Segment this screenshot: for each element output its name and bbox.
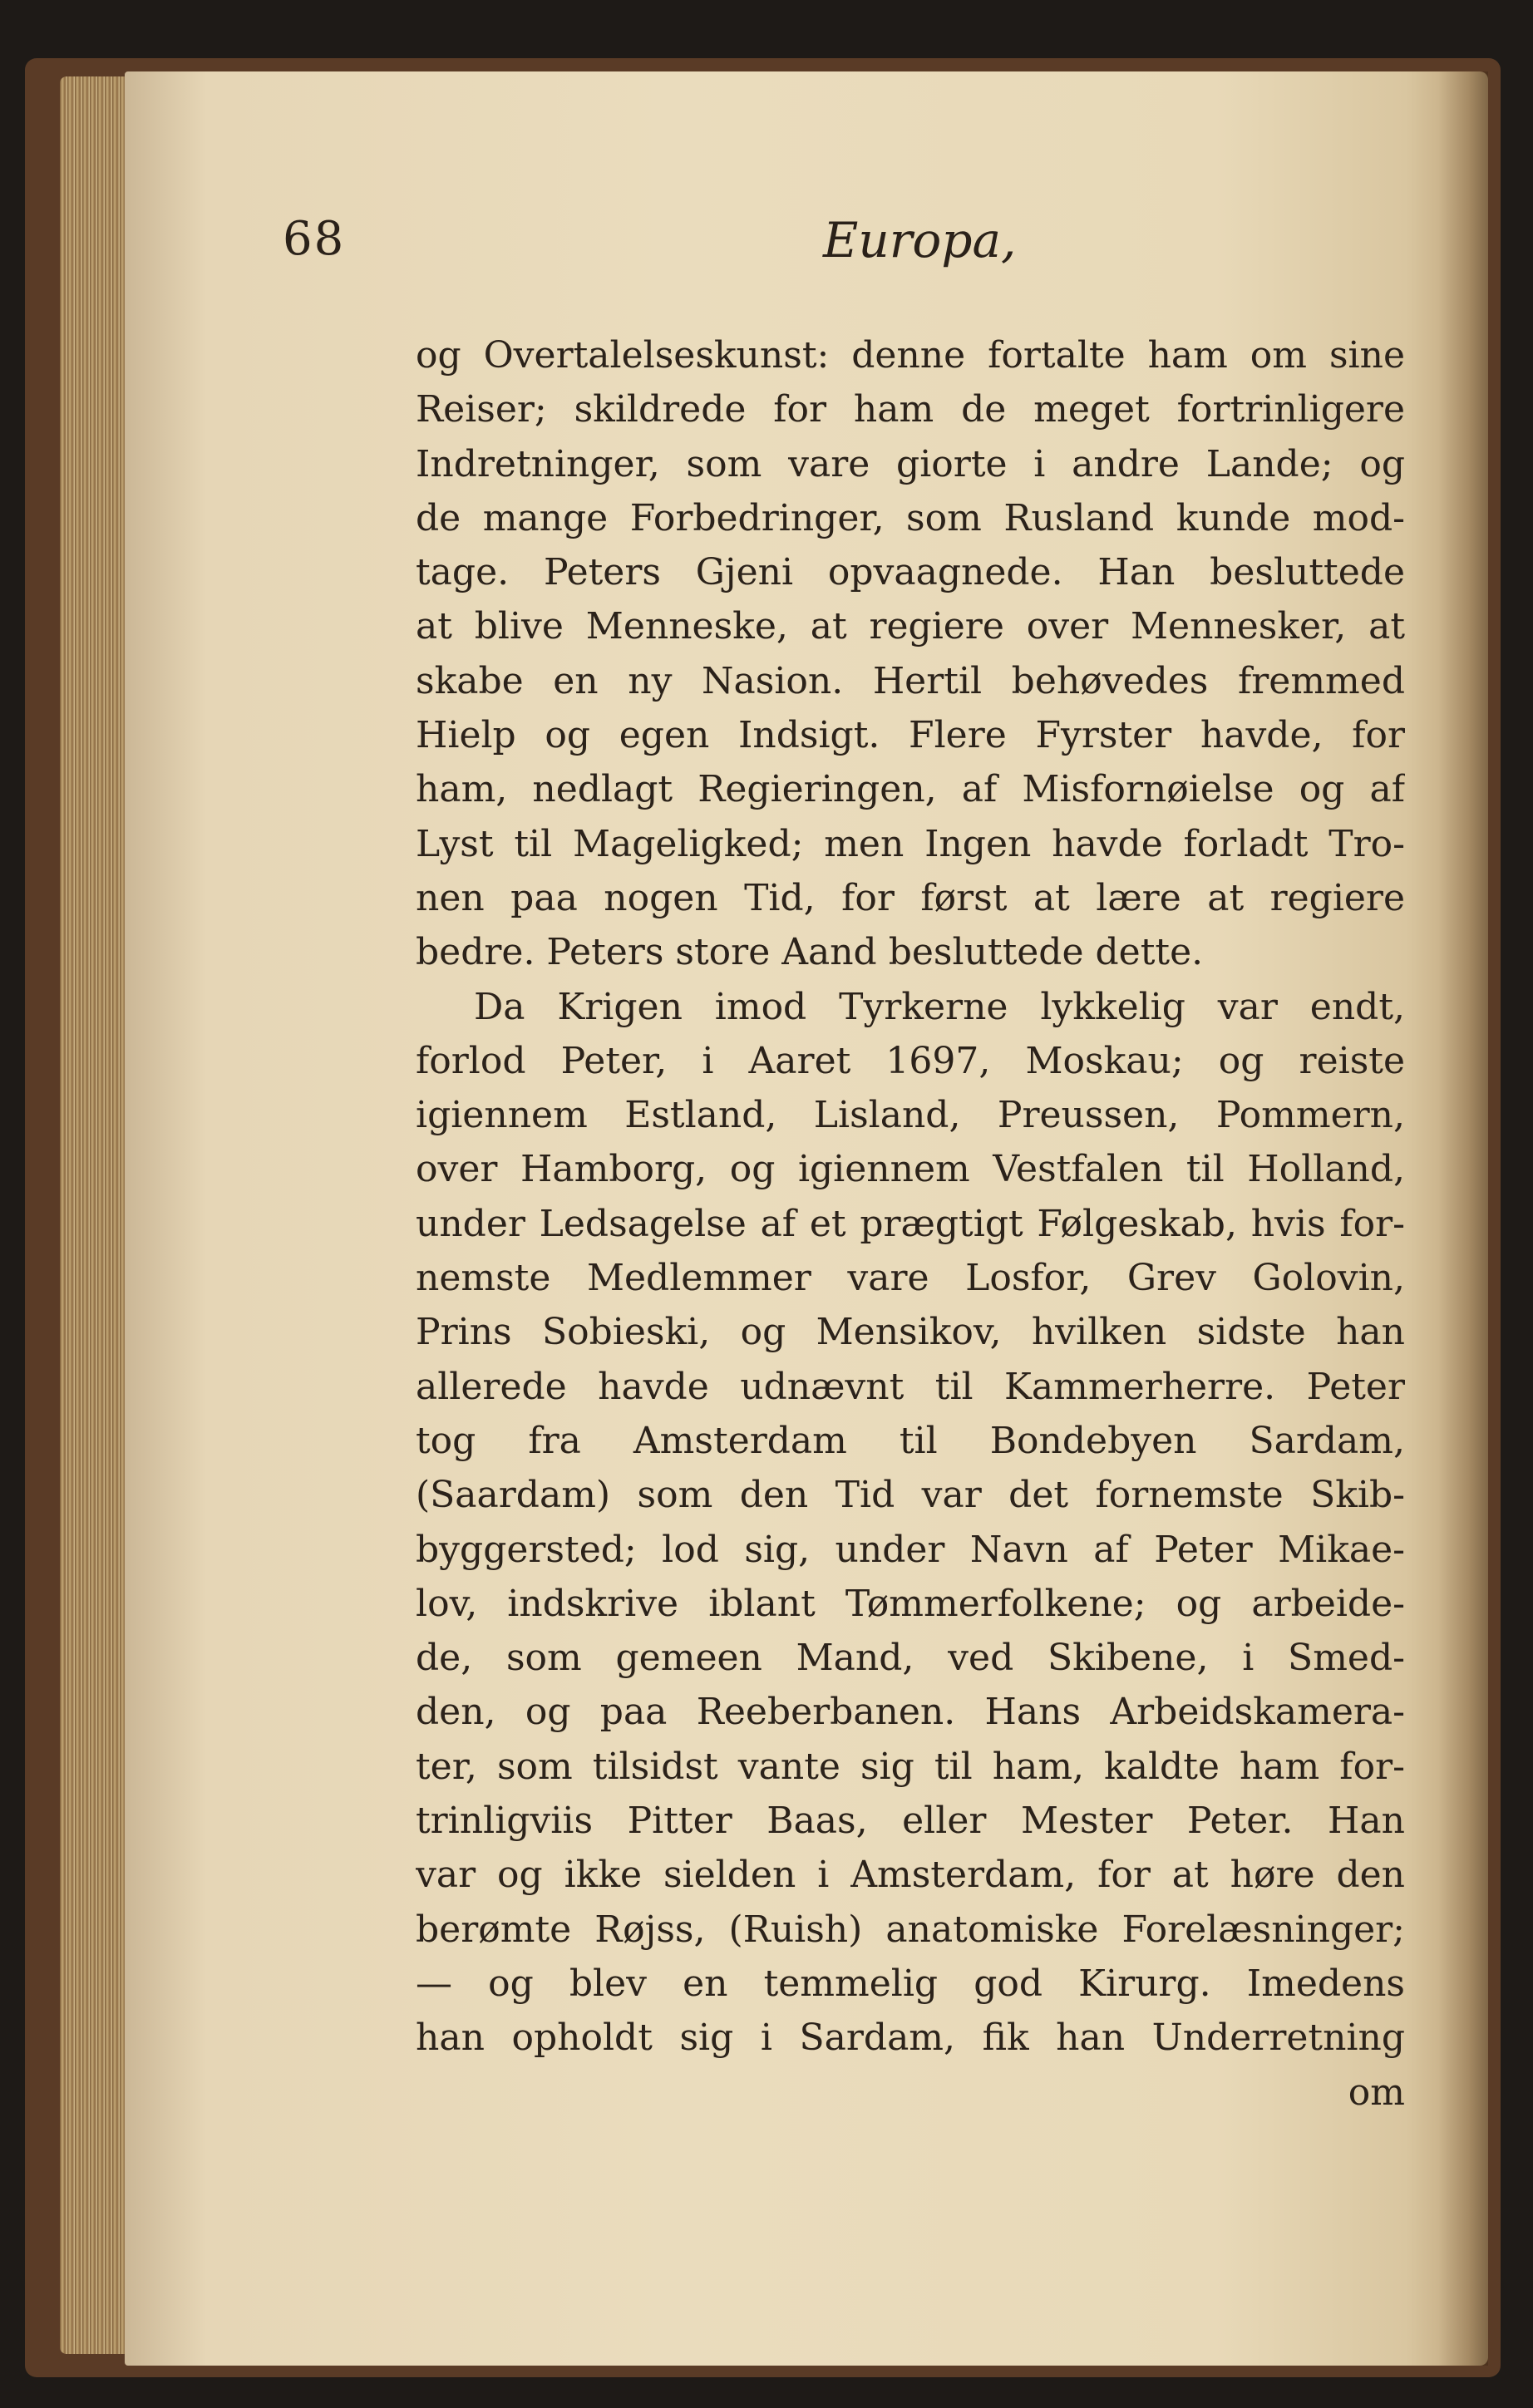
- text-line: han opholdt sig i Sardam, fik han Underretning: [416, 2017, 1405, 2060]
- gutter-fold: [1438, 71, 1488, 2366]
- text-line: de mange Forbedringer, som Rusland kunde mod-: [416, 496, 1405, 539]
- text-line: tog fra Amsterdam til Bondebyen Sardam,: [416, 1419, 1405, 1462]
- text-line: tage. Peters Gjeni opvaagnede. Han besluttede: [416, 551, 1405, 594]
- text-line: Lyst til Mageligked; men Ingen havde forladt Tro-: [416, 822, 1405, 865]
- body-text: [416, 328, 1405, 2120]
- catchword: om: [1348, 2071, 1405, 2114]
- page-number: 68: [283, 212, 346, 266]
- text-line: Reiser; skildrede for ham de meget fortrinligere: [416, 388, 1405, 431]
- text-line: Indretninger, som vare giorte i andre Lande; og: [416, 442, 1405, 485]
- text-line: og Overtalelseskunst: denne fortalte ham om sine: [416, 334, 1405, 377]
- running-head: Europa,: [823, 212, 1017, 268]
- text-line: nen paa nogen Tid, for først at lære at regiere: [416, 876, 1405, 919]
- text-line: skabe en ny Nasion. Hertil behøvedes fremmed: [416, 659, 1405, 702]
- text-line: igiennem Estland, Lisland, Preussen, Pommern,: [416, 1094, 1405, 1137]
- page-edges: [60, 76, 133, 2354]
- text-line: ter, som tilsidst vante sig til ham, kaldte ham for-: [416, 1745, 1405, 1788]
- text-line: var og ikke sielden i Amsterdam, for at høre den: [416, 1854, 1405, 1897]
- text-line: trinligviis Pitter Baas, eller Mester Peter. Han: [416, 1800, 1405, 1843]
- text-line: berømte Røjss, (Ruish) anatomiske Forelæsninger;: [416, 1908, 1405, 1951]
- text-line: at blive Menneske, at regiere over Mennesker, at: [416, 605, 1405, 648]
- text-line: ham, nedlagt Regieringen, af Misfornøielse og af: [416, 768, 1405, 811]
- text-line: allerede havde udnævnt til Kammerherre. Peter: [416, 1365, 1405, 1408]
- text-line: byggersted; lod sig, under Navn af Peter Mikae-: [416, 1528, 1405, 1571]
- text-line: Hielp og egen Indsigt. Flere Fyrster havde, for: [416, 714, 1405, 757]
- text-line: den, og paa Reeberbanen. Hans Arbeidskamera-: [416, 1691, 1405, 1734]
- text-line: — og blev en temmelig god Kirurg. Imedens: [416, 1962, 1405, 2005]
- text-line: (Saardam) som den Tid var det fornemste Skib-: [416, 1474, 1405, 1517]
- text-line: lov, indskrive iblant Tømmerfolkene; og arbeide-: [416, 1582, 1405, 1625]
- text-line: nemste Medlemmer vare Losfor, Grev Golovin,: [416, 1257, 1405, 1300]
- text-line: over Hamborg, og igiennem Vestfalen til Holland,: [416, 1148, 1405, 1191]
- text-line: Da Krigen imod Tyrkerne lykkelig var endt,: [474, 985, 1405, 1028]
- text-line: bedre. Peters store Aand besluttede dette.: [416, 931, 1204, 974]
- text-line: de, som gemeen Mand, ved Skibene, i Smed-: [416, 1637, 1405, 1680]
- text-line: forlod Peter, i Aaret 1697, Moskau; og reiste: [416, 1039, 1405, 1082]
- text-line: Prins Sobieski, og Mensikov, hvilken sidste han: [416, 1311, 1405, 1354]
- page-header: [283, 204, 1430, 270]
- text-line: under Ledsagelse af et prægtigt Følgeskab, hvis for-: [416, 1202, 1405, 1245]
